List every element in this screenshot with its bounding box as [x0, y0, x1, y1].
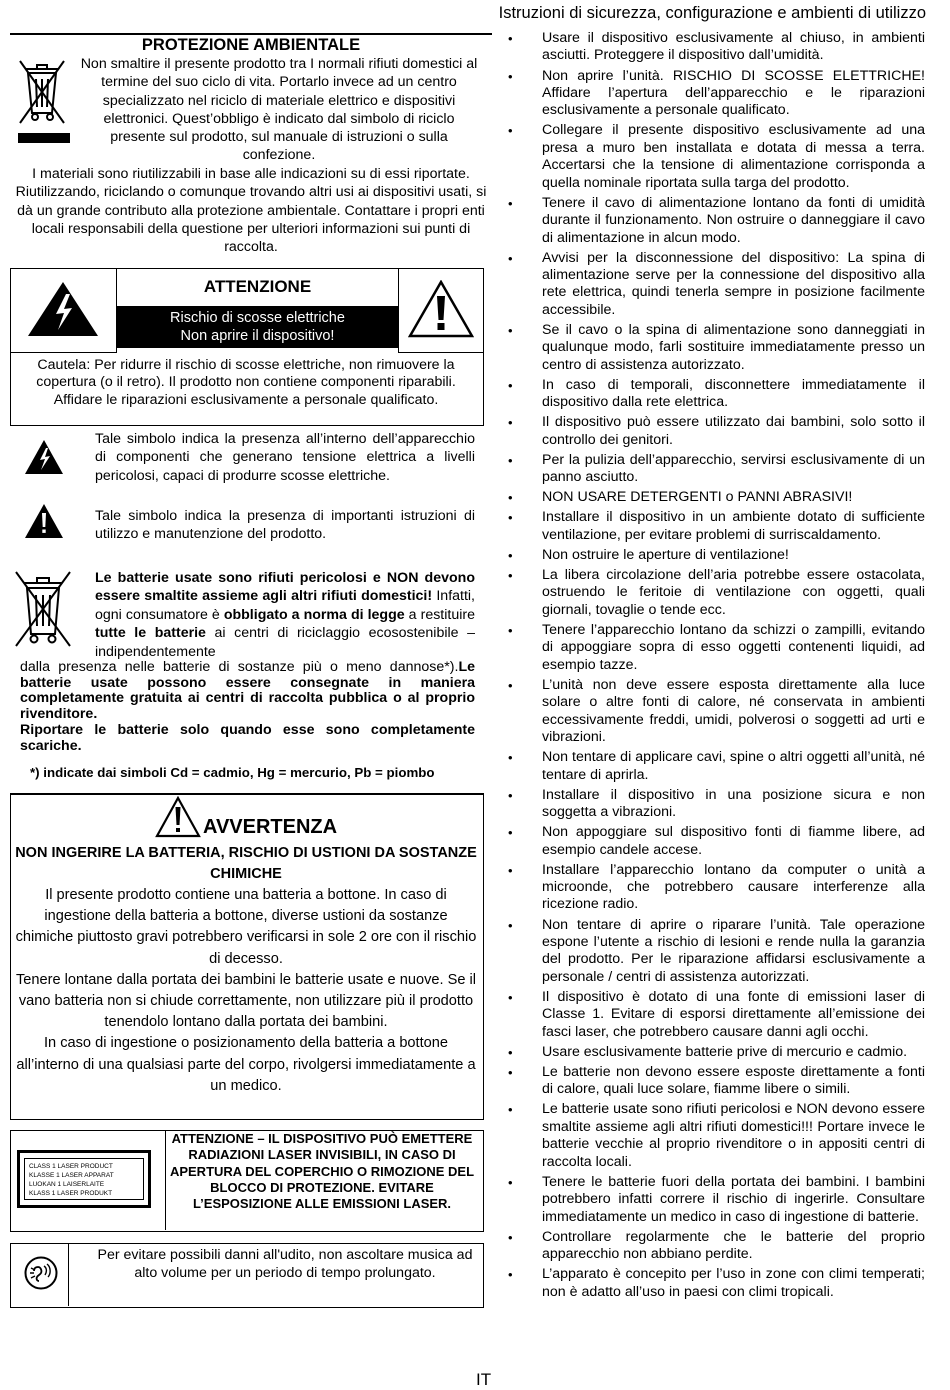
warning-subtitle: NON INGERIRE LA BATTERIA, RISCHIO DI USTIONI DA SOSTANZE CHIMICHE [15, 845, 477, 882]
list-item: • Controllare regolarmente che le batterie del proprio apparecchio non abbiano perdite. [505, 1229, 925, 1264]
warning-body [14, 885, 478, 1097]
list-item: • L’unità non deve essere esposta direttamente alla luce solare o altre fonti di calore, né conservata in ambienti eccessivamente freddi, umidi, polverosi o soggetti ad urti e vibrazioni. [505, 677, 925, 747]
lightning-bolt-triangle-icon [24, 439, 64, 475]
warning-paragraph: In caso di ingestione o posizionamento della batteria a bottone all’interno di una qualsiasi parte del corpo, rivolgersi immediatamente a un medico. [16, 1035, 476, 1094]
crossed-bin-icon [12, 568, 74, 650]
bolt-symbol-explanation: Tale simbolo indica la presenza all’interno dell’apparecchio di componenti che generano tensione elettrica a livelli pericolosi, capaci di produrre scosse elettriche. [95, 431, 475, 484]
attention-caution-text: Cautela: Per ridurre il rischio di scosse elettriche, non rimuovere la copertura (o il retro). Il prodotto non contiene componenti riparabili. Affidare le riparazioni esclusivamente a personale qualificato. [36, 357, 456, 408]
list-item: • In caso di temporali, disconnettere immediatamente il dispositivo dalla rete elettrica. [505, 377, 925, 412]
exclamation-triangle-icon [408, 280, 474, 338]
exclamation-triangle-icon [24, 503, 64, 539]
laser-label-line: KLASSE 1 LASER APPARAT [29, 1172, 114, 1179]
exclamation-triangle-icon [155, 796, 201, 838]
list-item: • Installare il dispositivo in una posizione sicura e non soggetta a vibrazioni. [505, 787, 925, 822]
battery-text-part: Infatti, ogni consumatore è [95, 588, 476, 623]
list-item: • Il dispositivo può essere utilizzato dai bambini, solo sotto il controllo dei genitori. [505, 414, 925, 449]
list-item: • Non appoggiare sul dispositivo fonti di fiamme libere, ad esempio candele accese. [505, 824, 925, 859]
list-item: • L’apparato è concepito per l’uso in zone con climi temperati; non è adatto all’uso in paesi con climi tropicali. [505, 1266, 925, 1301]
battery-symbols-footnote: *) indicate dai simboli Cd = cadmio, Hg = mercurio, Pb = piombo [30, 765, 435, 780]
list-item: • Non ostruire le aperture di ventilazione! [505, 547, 925, 564]
list-item: • Collegare il presente dispositivo esclusivamente ad una presa a muro ben installata e dotata di messa a terra. Accertarsi che la tensione di alimentazione corrisponda a quella nominale riportata sulla targa del prodotto. [505, 122, 925, 192]
laser-label-line: LUOKAN 1 LAISERLAITE [29, 1181, 105, 1188]
environmental-text: Non smaltire il presente prodotto tra I normali rifiuti domestici al termine del suo ciclo di vita. Portarlo invece ad un centro specializzato nel riciclo di materiale elettrico e dispositivi elettronici. Quest’obbligo è indicato dal simbolo di riciclo presente sul prodotto, sul manuale di istruzioni o sulla confezione. [80, 56, 478, 164]
shock-risk-line: Rischio di scosse elettriche [170, 310, 345, 326]
list-item: • Usare il dispositivo esclusivamente al chiuso, in ambienti asciutti. Proteggere il dispositivo dall’umidità. [505, 30, 925, 65]
list-item: • Avvisi per la disconnessione del dispositivo: La spina di alimentazione serve per la connessione del dispositivo alla rete elettrica, quindi tenerla sempre in posizione facilmente accessibile. [505, 250, 925, 320]
list-item: • Non tentare di applicare cavi, spine o altri oggetti all’unità, né tentare di aprirla. [505, 749, 925, 784]
laser-label-line: KLASS 1 LASER PRODUKT [29, 1190, 113, 1197]
exclamation-symbol-explanation: Tale simbolo indica la presenza di importanti istruzioni di utilizzo e manutenzione del prodotto. [95, 508, 475, 543]
list-item: • Le batterie usate sono rifiuti pericolosi e NON devono essere smaltite assieme agli altri rifiuti domestici!!! Portare invece le batterie vecchie al proprio rivenditore o in appositi centri di raccolta locali. [505, 1101, 925, 1171]
battery-text-part: ai centri di riciclaggio ecosostenibile – indipendentemente [95, 625, 476, 660]
list-item: • Tenere il cavo di alimentazione lontano da fonti di umidità durante il funzionamento. Non ostruire o danneggiare il cavo di alimentazione in alcun modo. [505, 195, 925, 247]
crossed-bin-icon [16, 57, 68, 127]
battery-disposal-text [95, 569, 475, 661]
battery-all-bold: tutte le batterie [95, 625, 206, 642]
list-item: • Tenere le batterie fuori della portata dei bambini. I bambini potrebbero infatti correre il rischio di ingerirle. Consultare immediatamente un medico in caso di ingestione di batterie. [505, 1174, 925, 1226]
list-item: • Installare l’apparecchio lontano da computer o unità a microonde, che potrebbero causare interferenze alla ricezione radio. [505, 862, 925, 914]
hearing-warning-icon [24, 1256, 58, 1290]
list-item: • Se il cavo o la spina di alimentazione sono danneggiati in qualunque modo, farli sostituire immediatamente presso un centro di assistenza autorizzato. [505, 322, 925, 374]
safety-instructions-list [505, 30, 925, 1304]
hearing-warning-text: Per evitare possibili danni all'udito, non ascoltare musica ad alto volume per un periodo di tempo prolungato. [97, 1247, 473, 1282]
battery-hazard-bold: Le batterie usate sono rifiuti pericolosi e NON devono essere smaltite assieme agli altri rifiuti domestici! [95, 570, 475, 605]
attention-warning-banner [117, 306, 398, 348]
attention-title: ATTENZIONE [203, 277, 312, 296]
laser-warning-text: ATTENZIONE – IL DISPOSITIVO PUÒ EMETTERE RADIAZIONI LASER INVISIBILI, IN CASO DI APERTURA DEL COPERCHIO O RIMOZIONE DEL BLOCCO DI PROTEZIONE. EVITARE L’ESPOSIZIONE ALLE EMISSIONI LASER. [169, 1131, 475, 1212]
environmental-text-materials: I materiali sono riutilizzabili in base alle indicazioni su di essi riportate. Riutilizzando, riciclando o comunque trovando altri usi ai dispositivi usati, si dà un grande contributo alla protezione ambientale. Contattare i propri enti locali responsabili della questione per ulteriori informazioni sui punti di raccolta. [15, 166, 487, 256]
battery-text-part: dalla presenza nelle batterie di sostanze più o meno dannose*). [20, 659, 459, 675]
hearing-box-divider [68, 1243, 69, 1306]
battery-disposal-continued [20, 660, 475, 754]
battery-text-part: a restituire [404, 606, 475, 623]
do-not-open-line: Non aprire il dispositivo! [180, 328, 335, 344]
warning-paragraph: Il presente prodotto contiene una batteria a bottone. In caso di ingestione della batteria a bottone, diverse ustioni da sostanze chimiche piuttosto gravi potrebbero verificarsi in sole 2 ore con il rischio di decesso. [15, 887, 477, 967]
list-item: • Per la pulizia dell’apparecchio, servirsi esclusivamente di un panno asciutto. [505, 452, 925, 487]
list-item: • Non tentare di aprire o riparare l’unità. Tale operazione espone l’utente a rischio di lesioni e rende nulla la garanzia del prodotto. Per le riparazione affidarsi esclusivamente a personale / centri di assistenza autorizzati. [505, 917, 925, 987]
list-item: • Le batterie non devono essere esposte direttamente a fonti di calore, quali luce solare, fiamme libere o simili. [505, 1064, 925, 1099]
page-header: Istruzioni di sicurezza, configurazione e ambienti di utilizzo [498, 4, 926, 22]
lightning-bolt-triangle-icon [26, 280, 100, 338]
list-item: • Non aprire l’unità. RISCHIO DI SCOSSE ELETTRICHE! Affidare l’apertura dell’apparecchio e le riparazioni esclusivamente a personale qualificato. [505, 68, 925, 120]
list-item: • NON USARE DETERGENTI o PANNI ABRASIVI! [505, 489, 925, 506]
battery-free-return-bold: Le batterie usate possono essere consegnate in maniera completamente gratuita ai centri di raccolta pubblica o al proprio rivenditore. [20, 659, 475, 723]
battery-legal-bold: obbligato a norma di legge [223, 606, 405, 623]
list-item: • Usare esclusivamente batterie prive di mercurio e cadmio. [505, 1044, 925, 1061]
laser-class-label [24, 1158, 144, 1200]
page-language-code: IT [476, 1370, 492, 1389]
black-bar [18, 133, 70, 143]
list-item: • La libera circolazione dell’aria potrebbe essere ostacolata, ostruendo le feritoie di ventilazione con oggetti, quali giornali, tovaglie o tende ecc. [505, 567, 925, 619]
list-item: • Installare il dispositivo in un ambiente dotato di sufficiente ventilazione, per evitare problemi di surriscaldamento. [505, 509, 925, 544]
list-item: • Tenere l’apparecchio lontano da schizzi o zampilli, evitando di appoggiare sopra di esso oggetti contenenti liquidi, ad esempio tazze. [505, 622, 925, 674]
laser-label-line: CLASS 1 LASER PRODUCT [29, 1163, 113, 1170]
warning-paragraph: Tenere lontane dalla portata dei bambini le batterie usate e nuove. Se il vano batteria non si chiude correttamente, non utilizzare più il prodotto tenendolo lontano dalla portata dei bambini. [15, 971, 476, 1031]
laser-box-divider [165, 1130, 166, 1230]
battery-return-discharged-bold: Riportare le batterie solo quando esse sono completamente scariche. [20, 721, 475, 754]
list-item: • Il dispositivo è dotato di una fonte di emissioni laser di Classe 1. Evitare di esporsi direttamente all’emissione dei fasci laser, che potrebbero causare danni agli occhi. [505, 989, 925, 1041]
warning-title: AVVERTENZA [203, 816, 338, 838]
environmental-protection-title: PROTEZIONE AMBIENTALE [10, 33, 492, 55]
